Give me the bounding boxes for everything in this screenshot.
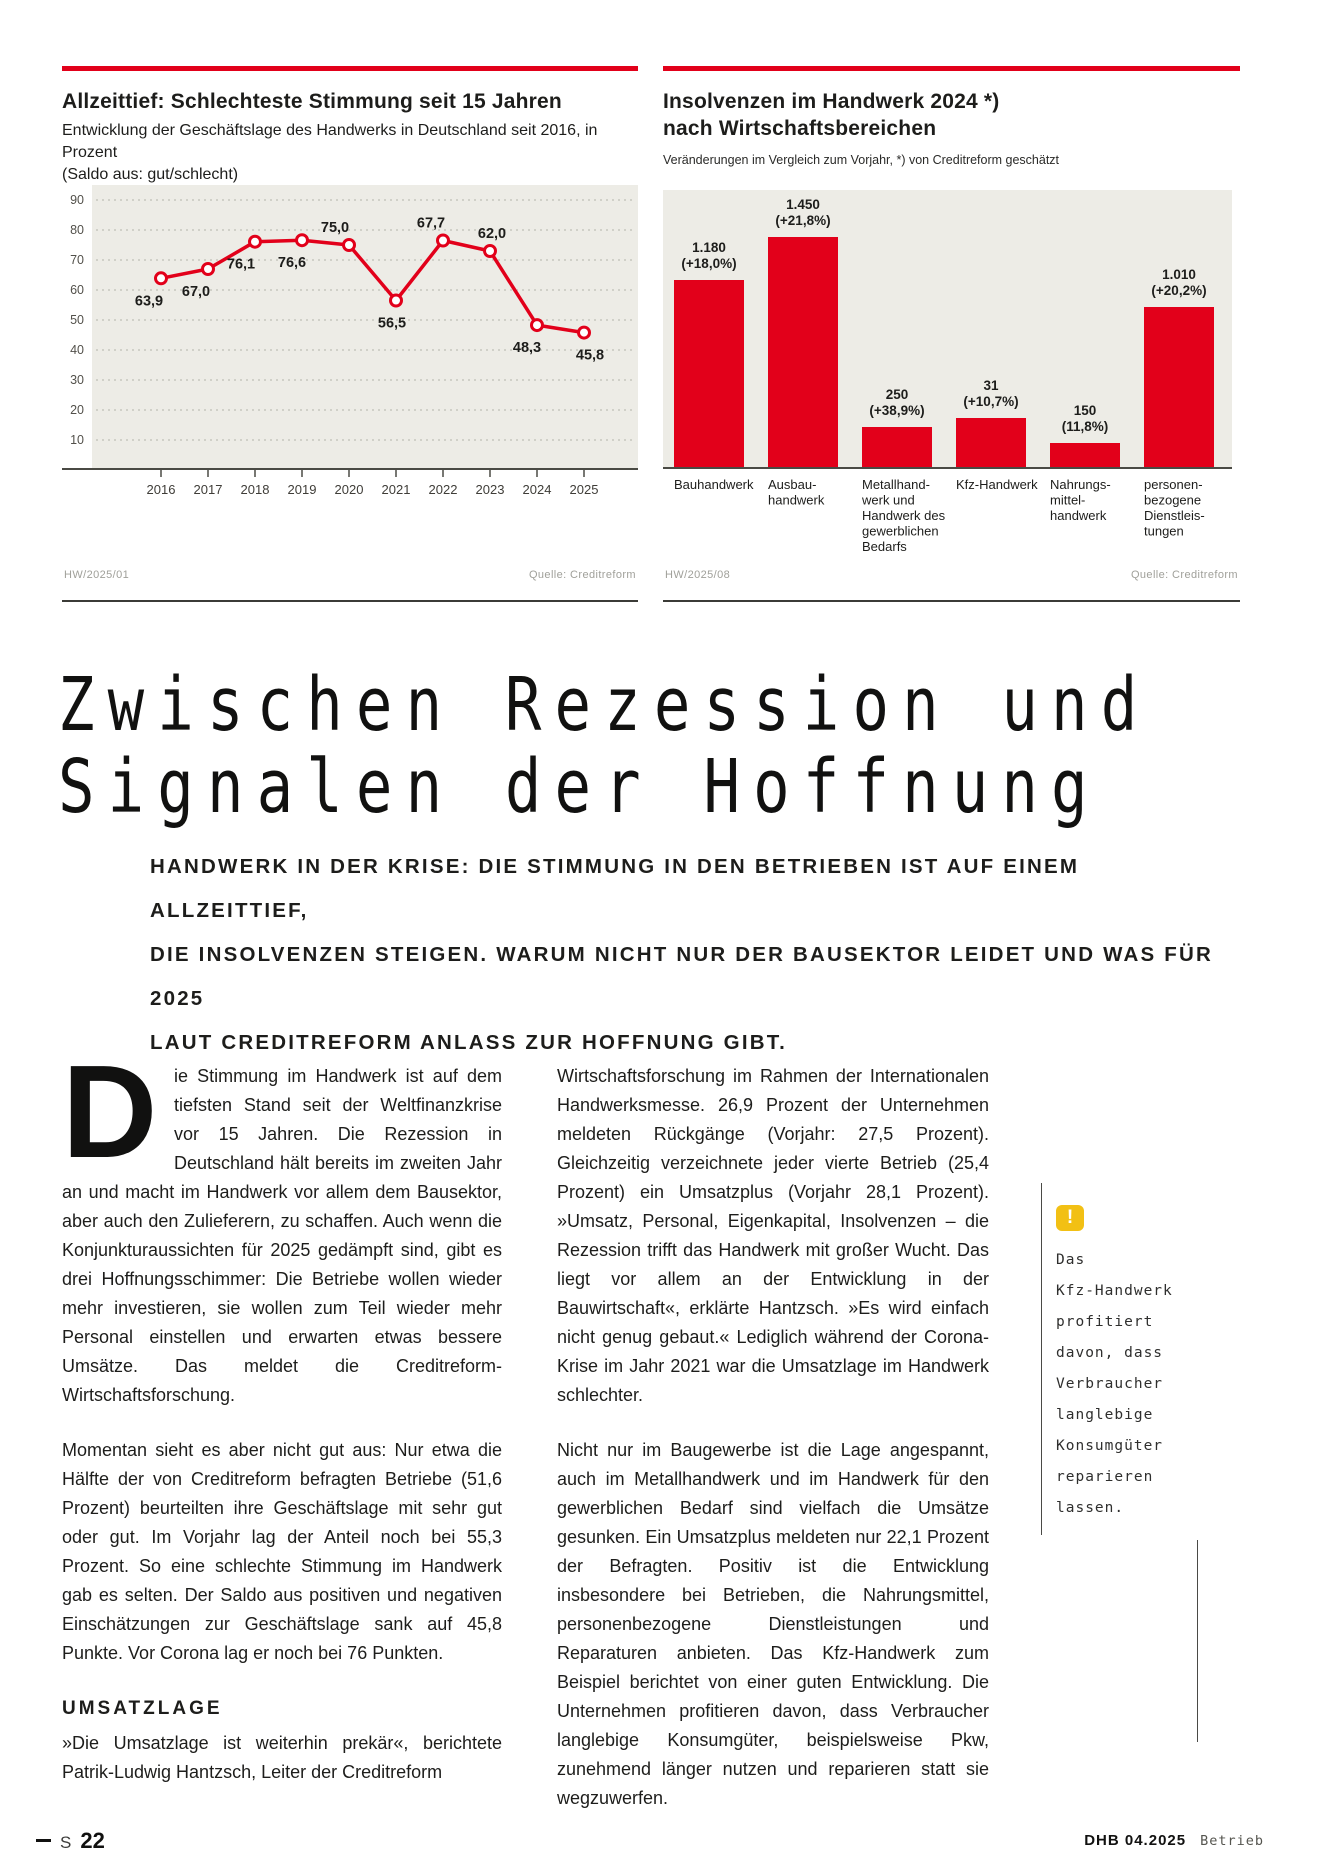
standfirst-line-3: LAUT CREDITREFORM ANLASS ZUR HOFFNUNG GIBT. <box>150 1031 788 1054</box>
svg-text:Handwerk des: Handwerk des <box>862 508 946 523</box>
callout-line: Verbraucher <box>1056 1376 1164 1392</box>
svg-text:gewerblichen: gewerblichen <box>862 523 939 539</box>
svg-text:2024: 2024 <box>522 482 552 497</box>
exclamation-icon: ! <box>1056 1205 1084 1231</box>
page-number: 22 <box>80 1828 105 1853</box>
svg-text:80: 80 <box>70 223 84 237</box>
chart-code: HW/2025/08 <box>665 569 731 581</box>
chart-source: Quelle: Creditreform <box>528 569 636 581</box>
callout-line: Das <box>1056 1252 1086 1268</box>
section-label: Betrieb <box>1200 1833 1264 1849</box>
svg-text:40: 40 <box>70 343 84 357</box>
bar-chart-subtitle: Veränderungen im Vergleich zum Vorjahr, *) von Creditreform geschätzt <box>663 153 1060 167</box>
svg-text:2020: 2020 <box>334 482 364 497</box>
svg-text:20: 20 <box>70 403 84 417</box>
svg-text:handwerk: handwerk <box>768 492 825 508</box>
body-column-2 <box>557 1062 989 1839</box>
callout-line: reparieren <box>1056 1469 1154 1485</box>
svg-text:70: 70 <box>70 253 84 267</box>
svg-text:1.010: 1.010 <box>1162 267 1196 282</box>
svg-text:2022: 2022 <box>428 482 458 497</box>
paragraph-1: D ie Stimmung im Handwerk ist auf dem tiefsten Stand seit der Weltfinanzkrise vor 15 Jahren. Die Rezession in Deutschland hält bereits im zweiten Jahr an und macht im Handwerk vor allem dem Bausektor, aber auch den Zulieferern, zu schaffen. Auch wenn die Konjunkturaussichten für 2025 gedämpft sind, gibt es drei Hoffnungsschimmer: Die Betriebe wollen wieder mehr investieren, sie wollen zum Teil wieder mehr Personal einstellen und erwarten etwas bessere Umsätze. Das meldet die Creditreform-Wirtschaftsforschung. <box>62 1038 502 1405</box>
svg-text:75,0: 75,0 <box>320 220 350 236</box>
line-chart-subtitle-2: (Saldo aus: gut/schlecht) <box>62 166 239 183</box>
headline-line-1: Zwischen Rezession und <box>58 662 1151 748</box>
svg-text:63,9: 63,9 <box>134 293 164 310</box>
line-chart-plot <box>62 185 638 512</box>
callout-left-rule <box>1041 1183 1042 1535</box>
standfirst <box>150 845 1230 1065</box>
subhead-umsatzlage: UMSATZLAGE <box>62 1698 223 1719</box>
svg-text:(+18,0%): (+18,0%) <box>681 256 737 271</box>
bar-chart-figure <box>663 66 1240 602</box>
svg-text:Bauhandwerk: Bauhandwerk <box>674 477 754 492</box>
svg-text:45,8: 45,8 <box>575 347 605 364</box>
svg-text:(+10,7%): (+10,7%) <box>963 394 1019 409</box>
svg-text:2021: 2021 <box>381 482 411 497</box>
svg-text:76,1: 76,1 <box>226 256 256 273</box>
bar-chart-title <box>663 88 1000 142</box>
svg-text:150: 150 <box>1073 403 1097 418</box>
svg-text:2018: 2018 <box>240 482 270 497</box>
bar-chart-svg <box>663 190 1240 570</box>
svg-text:30: 30 <box>70 373 84 387</box>
svg-text:62,0: 62,0 <box>477 226 507 242</box>
line-chart-subtitle-1: Entwicklung der Geschäftslage des Handwerks in Deutschland seit 2016, in Prozent <box>62 122 598 161</box>
callout-line: davon, dass <box>1056 1345 1164 1361</box>
article-headline <box>58 662 1318 830</box>
svg-text:2017: 2017 <box>193 482 223 497</box>
svg-text:Ausbau-: Ausbau- <box>768 477 817 492</box>
svg-text:Kfz-Handwerk: Kfz-Handwerk <box>956 477 1038 492</box>
svg-text:handwerk: handwerk <box>1050 508 1107 523</box>
bar-chart-plot <box>663 190 1240 575</box>
svg-text:250: 250 <box>885 387 909 402</box>
callout-line: Kfz-Handwerk <box>1056 1283 1173 1299</box>
svg-text:tungen: tungen <box>1144 523 1184 539</box>
page-number-group <box>60 1828 105 1854</box>
line-chart-footer <box>62 567 638 602</box>
svg-text:mittel-: mittel- <box>1050 492 1086 508</box>
svg-text:10: 10 <box>70 433 84 447</box>
callout-line: Konsumgüter <box>1056 1438 1164 1454</box>
svg-text:2019: 2019 <box>287 482 317 497</box>
svg-text:48,3: 48,3 <box>512 340 542 357</box>
bar-chart-footer <box>663 567 1240 602</box>
svg-text:Dienstleis-: Dienstleis- <box>1144 508 1205 523</box>
svg-text:Metallhand-: Metallhand- <box>862 477 930 492</box>
page-footer <box>0 1822 1326 1862</box>
svg-text:2016: 2016 <box>146 482 176 497</box>
standfirst-line-1: HANDWERK IN DER KRISE: DIE STIMMUNG IN DEN BETRIEBEN IST AUF EINEM ALLZEITTIEF, <box>150 855 1080 922</box>
svg-text:2023: 2023 <box>475 482 505 497</box>
chart-top-rule <box>663 66 1240 71</box>
chart-code: HW/2025/01 <box>64 569 130 581</box>
body-column-1 <box>62 1038 502 1813</box>
line-chart-figure <box>62 66 638 602</box>
callout-line: langlebige <box>1056 1407 1154 1423</box>
drop-cap: D <box>62 1038 154 1185</box>
margin-right-rule <box>1197 1540 1198 1742</box>
chart-top-rule <box>62 66 638 71</box>
margin-callout <box>1056 1205 1206 1524</box>
svg-text:bezogene: bezogene <box>1144 492 1202 508</box>
callout-line: profitiert <box>1056 1314 1154 1330</box>
page-prefix: S <box>60 1833 73 1852</box>
svg-text:56,5: 56,5 <box>377 315 407 332</box>
line-chart-title: Allzeittief: Schlechteste Stimmung seit 15 Jahren <box>62 90 562 113</box>
issue-group <box>1084 1832 1264 1850</box>
line-chart-subtitle <box>62 120 638 186</box>
paragraph-3: »Die Umsatzlage ist weiterhin prekär«, berichtete Patrik-Ludwig Hantzsch, Leiter der Creditreform <box>62 1733 502 1782</box>
svg-text:90: 90 <box>70 193 84 207</box>
svg-text:76,6: 76,6 <box>277 255 307 272</box>
svg-text:67,7: 67,7 <box>416 215 446 232</box>
svg-text:2025: 2025 <box>569 482 599 497</box>
headline-line-2: Signalen der Hoffnung <box>58 744 1101 830</box>
paragraph-5: Nicht nur im Baugewerbe ist die Lage angespannt, auch im Metallhandwerk und im Handwerk für den gewerblichen Bedarf sind vielfach die Umsätze gesunken. Ein Umsatzplus meldeten nur 22,1 Prozent der Befragten. Positiv ist die Entwicklung insbesondere bei Betrieben, die Nahrungsmittel, personenbezogene Dienstleistungen und Reparaturen anbieten. Das Kfz-Handwerk zum Beispiel berichtet von einer guten Entwicklung. Die Unternehmen profitieren davon, dass Verbraucher langlebige Konsumgüter, beispielsweise Pkw, zunehmend länger nutzen und reparieren statt sie wegzuwerfen. <box>557 1440 989 1808</box>
issue-label: DHB 04.2025 <box>1084 1832 1187 1849</box>
callout-line: lassen. <box>1056 1500 1125 1516</box>
svg-text:(+20,2%): (+20,2%) <box>1151 283 1207 298</box>
svg-text:1.180: 1.180 <box>692 240 726 255</box>
footer-edge-tick <box>36 1839 51 1842</box>
svg-text:(11,8%): (11,8%) <box>1061 419 1109 434</box>
svg-text:1.450: 1.450 <box>786 197 820 212</box>
svg-text:67,0: 67,0 <box>181 284 211 300</box>
standfirst-line-2: DIE INSOLVENZEN STEIGEN. WARUM NICHT NUR DER BAUSEKTOR LEIDET UND WAS FÜR 2025 <box>150 943 1214 1010</box>
bar-chart-title-1: Insolvenzen im Handwerk 2024 *) <box>663 90 1000 113</box>
svg-text:werk und: werk und <box>862 492 915 508</box>
svg-text:Nahrungs-: Nahrungs- <box>1050 477 1111 492</box>
svg-text:31: 31 <box>983 378 999 393</box>
chart-source: Quelle: Creditreform <box>1130 569 1238 581</box>
svg-text:60: 60 <box>70 283 84 297</box>
line-chart-svg <box>62 185 638 507</box>
paragraph-4: Wirtschaftsforschung im Rahmen der Internationalen Handwerksmesse. 26,9 Prozent der Unternehmen meldeten Rückgänge (Vorjahr: 27,5 Prozent). Gleichzeitig verzeichnete jeder vierte Betrieb (25,4 Prozent) ein Umsatzplus (Vorjahr 28,1 Prozent). »Umsatz, Personal, Eigenkapital, Insolvenzen – die Rezession trifft das Handwerk mit großer Wucht. Das liegt vor allem an der Entwicklung in der Bauwirtschaft«, erklärte Hantzsch. »Es wird einfach nicht genug gebaut.« Lediglich während der Corona-Krise im Jahr 2021 war die Umsatzlage im Handwerk schlechter. <box>557 1066 989 1405</box>
svg-text:(+38,9%): (+38,9%) <box>869 403 925 418</box>
svg-text:(+21,8%): (+21,8%) <box>775 213 831 228</box>
paragraph-2: Momentan sieht es aber nicht gut aus: Nur etwa die Hälfte der von Creditreform befragten Betriebe (51,6 Prozent) beurteilten ihre Geschäftslage mit sehr gut oder gut. Im Vorjahr lag der Anteil noch bei 55,3 Prozent. So eine schlechte Stimmung im Handwerk gab es selten. Der Saldo aus positiven und negativen Einschätzungen zur Geschäftslage sank auf 45,8 Punkte. Vor Corona lag er noch bei 76 Punkten. <box>62 1440 502 1663</box>
bar-chart-title-2: nach Wirtschaftsbereichen <box>663 117 937 140</box>
svg-text:50: 50 <box>70 313 84 327</box>
svg-text:Bedarfs: Bedarfs <box>862 539 907 554</box>
svg-text:personen-: personen- <box>1144 477 1203 492</box>
